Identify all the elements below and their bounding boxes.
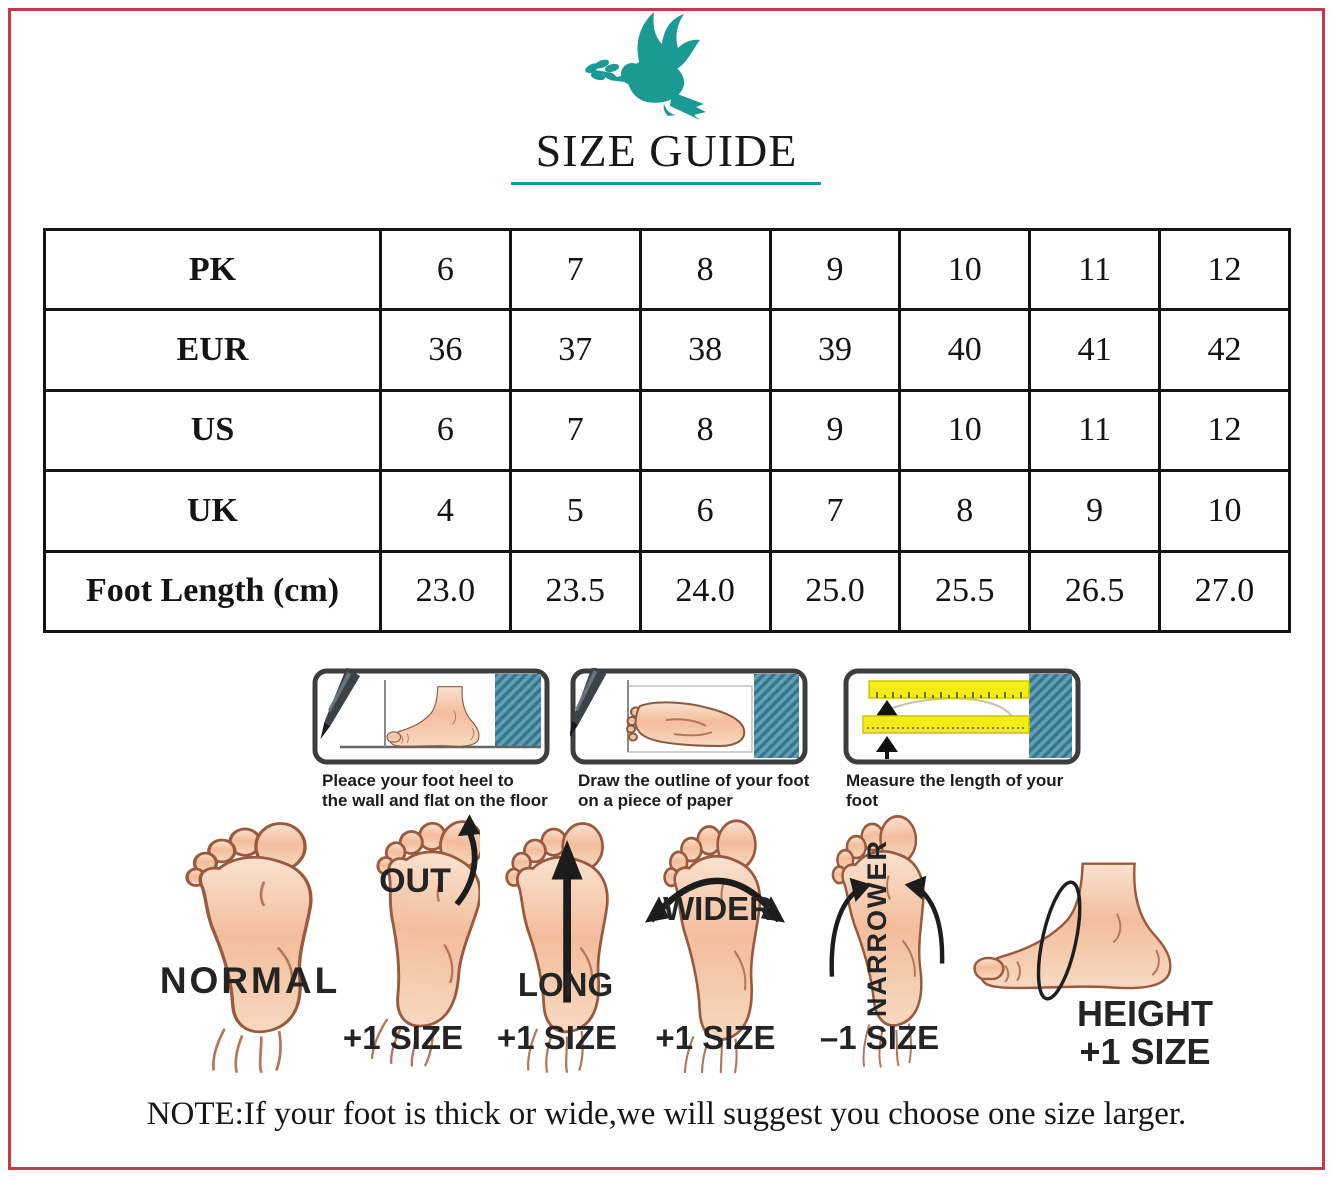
size-value-cell: 12 bbox=[1160, 390, 1290, 470]
dove-logo-icon bbox=[576, 8, 726, 128]
size-value-cell: 9 bbox=[770, 390, 900, 470]
size-value-cell: 8 bbox=[900, 471, 1030, 551]
table-row-us bbox=[45, 390, 1290, 470]
measure-step-2-illustration bbox=[570, 668, 808, 765]
size-value-cell: 5 bbox=[510, 471, 640, 551]
size-value-cell: 9 bbox=[770, 230, 900, 310]
size-value-cell: 9 bbox=[1030, 471, 1160, 551]
fit-size-note-wider: +1 SIZE bbox=[655, 1019, 776, 1056]
size-value-cell: 10 bbox=[900, 230, 1030, 310]
size-value-cell: 23.0 bbox=[381, 551, 511, 631]
row-label-cell: Foot Length (cm) bbox=[45, 551, 381, 631]
foot-diagram-normal bbox=[185, 818, 335, 1076]
table-row-uk bbox=[45, 471, 1290, 551]
size-value-cell: 11 bbox=[1030, 230, 1160, 310]
size-value-cell: 4 bbox=[381, 471, 511, 551]
size-value-cell: 7 bbox=[510, 390, 640, 470]
size-value-cell: 12 bbox=[1160, 230, 1290, 310]
fit-label-wider: WIDER bbox=[663, 890, 773, 927]
measure-step-3-illustration bbox=[843, 668, 1081, 765]
row-label-cell: EUR bbox=[45, 310, 381, 390]
size-note-text: NOTE:If your foot is thick or wide,we will suggest you choose one size larger. bbox=[146, 1096, 1187, 1132]
size-value-cell: 25.5 bbox=[900, 551, 1030, 631]
table-row-pk bbox=[45, 230, 1290, 310]
step-1-caption bbox=[322, 771, 574, 811]
size-value-cell: 10 bbox=[1160, 471, 1290, 551]
step-caption-line: foot bbox=[846, 791, 879, 810]
size-value-cell: 36 bbox=[381, 310, 511, 390]
fit-size-note-height: +1 SIZE bbox=[1079, 1031, 1211, 1072]
size-value-cell: 27.0 bbox=[1160, 551, 1290, 631]
size-guide-table bbox=[43, 228, 1291, 633]
fit-size-note-narrower: –1 SIZE bbox=[819, 1019, 940, 1056]
step-2-caption bbox=[578, 771, 830, 811]
measure-step-1-illustration bbox=[312, 668, 550, 765]
size-value-cell: 7 bbox=[510, 230, 640, 310]
size-value-cell: 10 bbox=[900, 390, 1030, 470]
size-value-cell: 25.0 bbox=[770, 551, 900, 631]
size-value-cell: 7 bbox=[770, 471, 900, 551]
size-value-cell: 38 bbox=[640, 310, 770, 390]
size-value-cell: 37 bbox=[510, 310, 640, 390]
size-value-cell: 6 bbox=[381, 230, 511, 310]
size-value-cell: 26.5 bbox=[1030, 551, 1160, 631]
size-value-cell: 39 bbox=[770, 310, 900, 390]
step-caption-line: Pleace your foot heel to bbox=[322, 771, 514, 790]
row-label-cell: UK bbox=[45, 471, 381, 551]
size-value-cell: 41 bbox=[1030, 310, 1160, 390]
row-label-cell: PK bbox=[45, 230, 381, 310]
size-value-cell: 6 bbox=[640, 471, 770, 551]
step-caption-line: on a piece of paper bbox=[578, 791, 733, 810]
row-label-cell: US bbox=[45, 390, 381, 470]
size-value-cell: 8 bbox=[640, 230, 770, 310]
size-value-cell: 23.5 bbox=[510, 551, 640, 631]
table-row-eur bbox=[45, 310, 1290, 390]
size-value-cell: 11 bbox=[1030, 390, 1160, 470]
size-value-cell: 40 bbox=[900, 310, 1030, 390]
fit-label-height: HEIGHT bbox=[1076, 993, 1213, 1034]
fit-label-out: OUT bbox=[379, 862, 451, 900]
step-caption-line: the wall and flat on the floor bbox=[322, 791, 548, 810]
fit-label-long: LONG bbox=[517, 966, 614, 1003]
step-3-caption bbox=[846, 771, 1098, 811]
step-caption-line: Draw the outline of your foot bbox=[578, 771, 810, 790]
step-caption-line: Measure the length of your bbox=[846, 771, 1064, 790]
size-value-cell: 6 bbox=[381, 390, 511, 470]
fit-size-note-out: +1 SIZE bbox=[342, 1019, 464, 1056]
title-underline bbox=[511, 182, 821, 185]
fit-size-note-long: +1 SIZE bbox=[496, 1019, 618, 1056]
size-value-cell: 24.0 bbox=[640, 551, 770, 631]
fit-label-narrower: NARROWER bbox=[862, 839, 892, 1017]
fit-label-normal: NORMAL bbox=[159, 960, 341, 1001]
size-value-cell: 8 bbox=[640, 390, 770, 470]
table-row-foot-length bbox=[45, 551, 1290, 631]
size-value-cell: 42 bbox=[1160, 310, 1290, 390]
page-title: SIZE GUIDE bbox=[535, 125, 798, 176]
